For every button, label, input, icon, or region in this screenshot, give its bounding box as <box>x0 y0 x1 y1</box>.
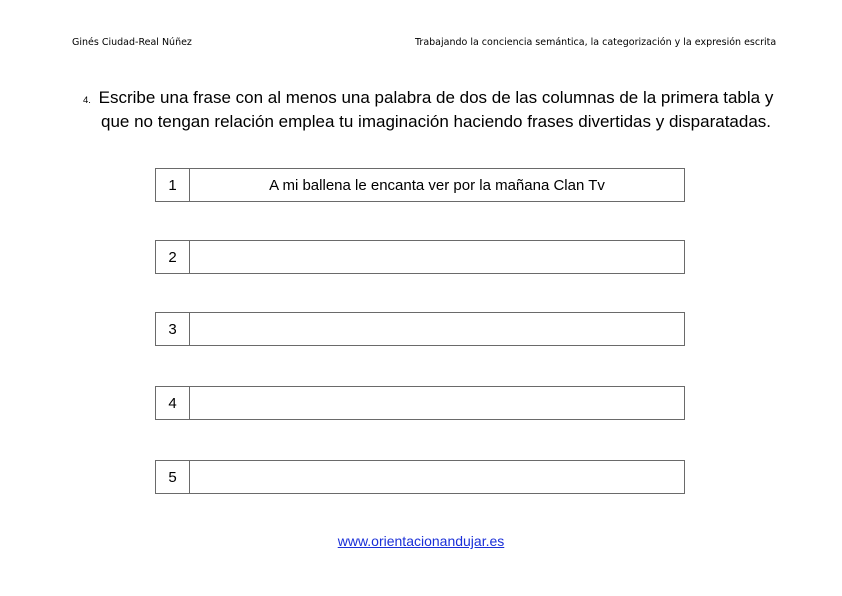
answer-row <box>155 312 685 346</box>
answer-row <box>155 240 685 274</box>
answer-row <box>155 386 685 420</box>
question-number: 4. <box>83 95 91 106</box>
row-number: 5 <box>156 461 190 493</box>
row-number: 2 <box>156 241 190 273</box>
answer-row <box>155 168 685 202</box>
row-number: 3 <box>156 313 190 345</box>
row-number: 1 <box>156 169 190 201</box>
row-number: 4 <box>156 387 190 419</box>
header-subject: Trabajando la conciencia semántica, la categorización y la expresión escrita <box>415 37 777 48</box>
answer-cell[interactable] <box>190 461 684 493</box>
answer-cell[interactable]: A mi ballena le encanta ver por la mañana Clan Tv <box>269 176 605 194</box>
answer-cell[interactable] <box>190 387 684 419</box>
header-author: Ginés Ciudad-Real Núñez <box>72 37 192 48</box>
website-link[interactable]: www.orientacionandujar.es <box>337 533 505 549</box>
answer-row <box>155 460 685 494</box>
answer-cell[interactable] <box>190 241 684 273</box>
footer <box>0 533 842 549</box>
question-text: Escribe una frase con al menos una palabra de dos de las columnas de la primera tabla y que no tengan relación emplea tu imaginación haciendo frases divertidas y disparatadas. <box>98 88 774 131</box>
answer-cell[interactable] <box>190 313 684 345</box>
